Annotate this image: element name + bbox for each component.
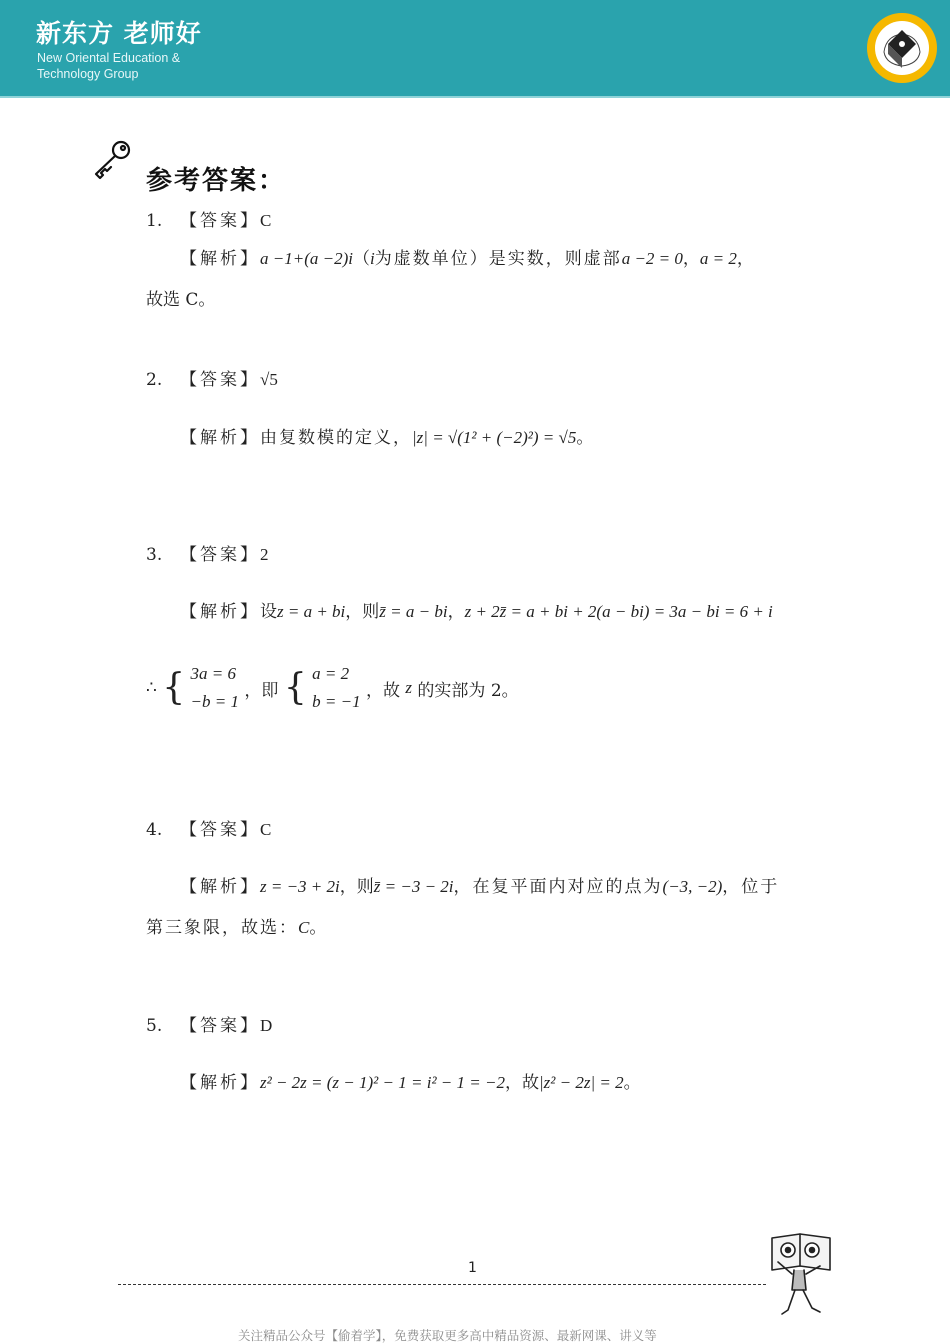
q1-formula-3: a = 2 (699, 249, 737, 268)
q3-system-line (146, 660, 519, 716)
reading-mascot-icon (766, 1230, 836, 1320)
brand-subtitle-line-2: Technology Group (37, 67, 139, 81)
q1-analysis-line (180, 244, 754, 269)
q1-text-2: 为虚数单位）是实数，则虚部 (374, 249, 622, 269)
q5-end: 。 (623, 1073, 641, 1093)
footer-divider (118, 1284, 766, 1285)
q2-number: 2. (146, 370, 163, 390)
q1-analysis-line-2: 故选 C。 (146, 290, 216, 310)
analysis-label: 【解析】 (180, 249, 260, 269)
left-brace-1: { (162, 667, 186, 708)
therefore-symbol: ∴ (146, 678, 157, 698)
q4-analysis-line (180, 872, 779, 897)
q4-formula-1: z = −3 + 2i (260, 877, 340, 896)
q5-answer: D (260, 1016, 273, 1035)
brand-subtitle-line-1: New Oriental Education & (37, 51, 181, 65)
q3-text-1: 设 (260, 602, 277, 622)
new-oriental-logo (866, 12, 938, 84)
q5-text-1: ，故 (504, 1073, 539, 1093)
q1-answer: C (260, 211, 272, 230)
q1-formula-1: a −1+(a −2)i (260, 249, 353, 268)
brand-subtitle (37, 50, 180, 82)
q4-line2-choice: C (298, 918, 310, 937)
key-icon (90, 138, 136, 184)
q4-answer: C (260, 820, 272, 839)
q3-text-3: ， (447, 602, 465, 622)
q5-number: 5. (146, 1016, 163, 1036)
q3-number: 3. (146, 545, 163, 565)
q5-analysis-line (180, 1068, 641, 1093)
q3-formula-3: z + 2z̄ = a + bi + 2(a − bi) = 3a − bi = 6 + i (464, 602, 773, 621)
left-brace-2: { (283, 667, 307, 708)
q3-formula-1: z = a + bi (277, 602, 346, 621)
q4-number: 4. (146, 820, 163, 840)
system-1 (191, 660, 239, 716)
header-banner (0, 0, 950, 98)
q3-sys-z: z (405, 678, 413, 697)
brand-title: 新东方 老师好 (36, 19, 202, 48)
q4-line2-text: 第三象限，故选： (146, 918, 298, 938)
q2-formula: |z| = √(1² + (−2)²) = √5 (412, 428, 577, 447)
system-1-row-2: −b = 1 (190, 692, 239, 711)
analysis-label: 【解析】 (180, 877, 260, 897)
q2-text: 由复数模的定义， (260, 428, 412, 448)
q3-formula-2: z̄ = a − bi (379, 602, 448, 621)
q1-comma: ， (682, 249, 700, 269)
q4-text-2: ，在复平面内对应的点为 (453, 877, 663, 897)
q1-text-1: （ (352, 249, 370, 269)
q4-analysis-line-2 (146, 913, 326, 938)
system-2 (312, 660, 360, 716)
q3-answer: 2 (260, 545, 269, 564)
q3-answer-line (146, 540, 269, 565)
page-number: 1 (468, 1260, 477, 1276)
analysis-label: 【解析】 (180, 428, 260, 448)
q4-answer-line (146, 815, 271, 840)
q1-number: 1. (146, 211, 163, 231)
analysis-label: 【解析】 (180, 602, 260, 622)
q5-formula-2: |z² − 2z| = 2 (538, 1073, 624, 1092)
q2-end: 。 (576, 428, 594, 448)
system-1-row-1: 3a = 6 (190, 664, 237, 683)
q3-sys-text-2: ，故 (365, 680, 400, 701)
q2-answer-line (146, 365, 278, 390)
q3-analysis-line (180, 597, 773, 622)
q4-text-3: ，位于 (722, 877, 780, 897)
answer-label: 【答案】 (180, 370, 260, 390)
q1-end: ， (736, 249, 754, 269)
q2-analysis-line (180, 423, 593, 448)
q4-text-1: ，则 (339, 877, 374, 897)
q4-formula-2: z̄ = −3 − 2i (373, 877, 454, 896)
q1-imaginary-unit: i (369, 249, 375, 268)
q3-sys-text-3: 的实部为 2。 (417, 680, 519, 701)
system-2-row-1: a = 2 (312, 664, 350, 683)
q2-answer: √5 (260, 370, 278, 389)
q5-formula-1: z² − 2z = (z − 1)² − 1 = i² − 1 = −2 (260, 1073, 505, 1092)
q1-answer-line (146, 206, 271, 231)
q3-sys-text-1: ，即 (244, 680, 279, 701)
q3-text-2: ，则 (345, 602, 380, 622)
answer-label: 【答案】 (180, 211, 260, 231)
answer-label: 【答案】 (180, 545, 260, 565)
q5-answer-line (146, 1011, 272, 1036)
system-2-row-2: b = −1 (312, 692, 361, 711)
answer-section-title: 参考答案： (146, 166, 287, 196)
q4-formula-3: (−3, −2) (662, 877, 723, 896)
analysis-label: 【解析】 (180, 1073, 260, 1093)
answer-label: 【答案】 (180, 1016, 260, 1036)
footer-notice: 关注精品公众号【偷着学】，免费获取更多高中精品资源、最新网课、讲义等 (238, 1328, 657, 1343)
answer-label: 【答案】 (180, 820, 260, 840)
q1-formula-2: a −2 = 0 (621, 249, 683, 268)
q4-line2-end: 。 (309, 918, 327, 938)
